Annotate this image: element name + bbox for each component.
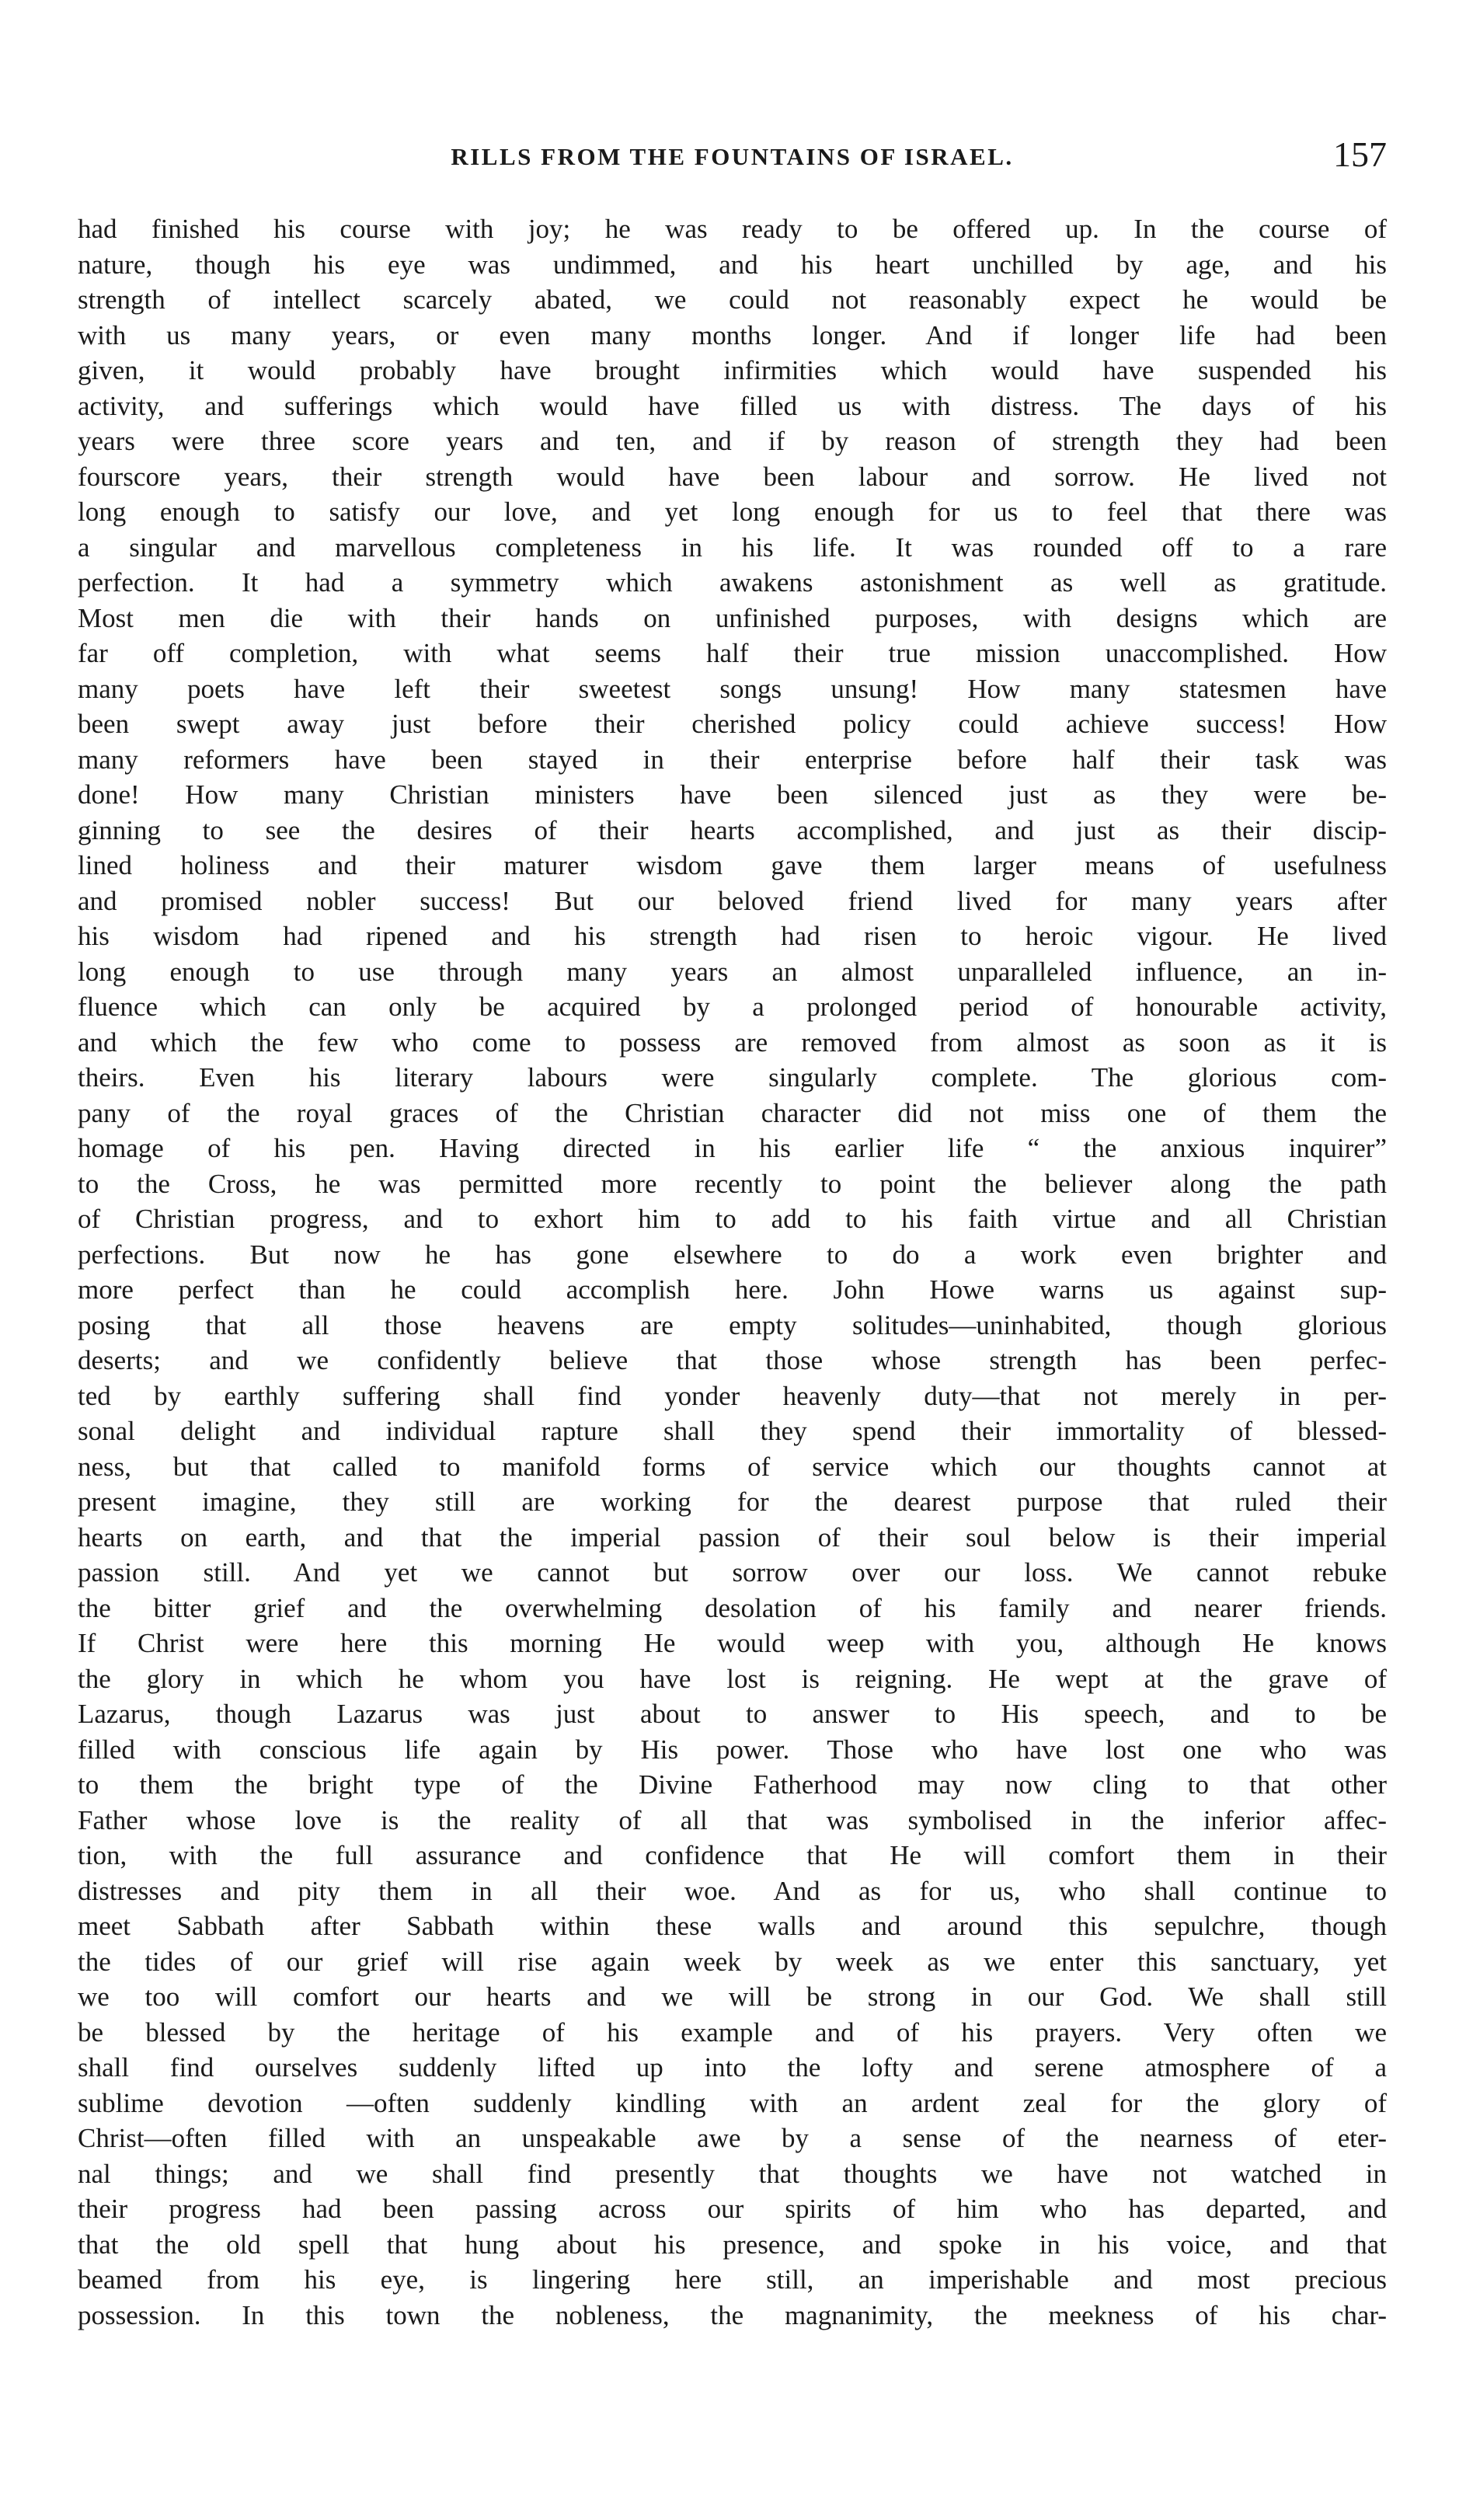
text-line: fluence which can only be acquired by a prolonged period of honourable activity,: [78, 992, 1387, 1022]
text-line: homage of his pen. Having directed in his earlier life “ the anxious inquirer”: [78, 1133, 1387, 1163]
text-line: a singular and marvellous completeness in his life. It was rounded off to a rare: [78, 532, 1387, 563]
text-line: ness, but that called to manifold forms of service which our thoughts cannot at: [78, 1451, 1387, 1482]
text-line: and promised nobler success! But our beloved friend lived for many years after: [78, 885, 1387, 916]
text-line: ted by earthly suffering shall find yonder heavenly duty—that not merely in per-: [78, 1380, 1387, 1411]
text-line: we too will comfort our hearts and we will be strong in our God. We shall still: [78, 1981, 1387, 2012]
text-line: nature, though his eye was undimmed, and his heart unchilled by age, and his: [78, 249, 1387, 280]
text-line: years were three score years and ten, and if by reason of strength they had been: [78, 426, 1387, 456]
text-line: more perfect than he could accomplish here. John Howe warns us against sup-: [78, 1274, 1387, 1305]
text-line: ginning to see the desires of their hearts accomplished, and just as their discip-: [78, 814, 1387, 845]
text-line: fourscore years, their strength would have been labour and sorrow. He lived not: [78, 461, 1387, 492]
text-line: the bitter grief and the overwhelming desolation of his family and nearer friends.: [78, 1592, 1387, 1623]
running-head: [78, 134, 1387, 180]
text-line: activity, and sufferings which would have filled us with distress. The days of his: [78, 390, 1387, 421]
text-line: meet Sabbath after Sabbath within these walls and around this sepulchre, though: [78, 1911, 1387, 1941]
text-line: distresses and pity them in all their woe. And as for us, who shall continue to: [78, 1875, 1387, 1906]
text-line: to the Cross, he was permitted more recently to point the believer along the path: [78, 1168, 1387, 1199]
text-line: lined holiness and their maturer wisdom gave them larger means of usefulness: [78, 850, 1387, 880]
text-line: had finished his course with joy; he was ready to be offered up. In the course of: [78, 214, 1387, 244]
text-line: present imagine, they still are working for the dearest purpose that ruled their: [78, 1487, 1387, 1517]
text-line: of Christian progress, and to exhort him to add to his faith virtue and all Christian: [78, 1204, 1387, 1234]
text-line: to them the bright type of the Divine Fatherhood may now cling to that other: [78, 1769, 1387, 1800]
text-line: many reformers have been stayed in their enterprise before half their task was: [78, 744, 1387, 775]
text-line: posing that all those heavens are empty solitudes—uninhabited, though glorious: [78, 1309, 1387, 1340]
text-line: the tides of our grief will rise again week by week as we enter this sanctuary, yet: [78, 1946, 1387, 1977]
text-line: given, it would probably have brought infirmities which would have suspended his: [78, 355, 1387, 385]
page-number: 157: [1333, 134, 1387, 174]
text-line: been swept away just before their cherished policy could achieve success! How: [78, 709, 1387, 739]
text-line: hearts on earth, and that the imperial passion of their soul below is their imperial: [78, 1521, 1387, 1553]
text-line: possession. In this town the nobleness, the magnanimity, the meekness of his char-: [78, 2299, 1387, 2330]
text-line: sonal delight and individual rapture shall they spend their immortality of blessed-: [78, 1416, 1387, 1446]
text-line: tion, with the full assurance and confidence that He will comfort them in their: [78, 1840, 1387, 1870]
text-line: Father whose love is the reality of all that was symbolised in the inferior affec-: [78, 1804, 1387, 1835]
text-line: long enough to use through many years an almost unparalleled influence, an in-: [78, 956, 1387, 987]
text-line: passion still. And yet we cannot but sorrow over our loss. We cannot rebuke: [78, 1557, 1387, 1588]
text-line: many poets have left their sweetest songs unsung! How many statesmen have: [78, 673, 1387, 704]
text-line: be blessed by the heritage of his example and of his prayers. Very often we: [78, 2016, 1387, 2048]
text-line: nal things; and we shall find presently that thoughts we have not watched in: [78, 2158, 1387, 2189]
text-line: Christ—often filled with an unspeakable awe by a sense of the nearness of eter-: [78, 2123, 1387, 2153]
text-line: perfections. But now he has gone elsewhere to do a work even brighter and: [78, 1239, 1387, 1270]
text-line: far off completion, with what seems half their true mission unaccomplished. How: [78, 638, 1387, 668]
text-line: the glory in which he whom you have lost is reigning. He wept at the grave of: [78, 1663, 1387, 1694]
text-line: with us many years, or even many months longer. And if longer life had been: [78, 319, 1387, 350]
text-line: perfection. It had a symmetry which awakens astonishment as well as gratitude.: [78, 567, 1387, 598]
text-line: that the old spell that hung about his presence, and spoke in his voice, and that: [78, 2229, 1387, 2260]
text-line: Lazarus, though Lazarus was just about to answer to His speech, and to be: [78, 1699, 1387, 1729]
text-line: Most men die with their hands on unfinished purposes, with designs which are: [78, 602, 1387, 633]
text-line: If Christ were here this morning He would weep with you, although He knows: [78, 1628, 1387, 1658]
text-line: strength of intellect scarcely abated, we could not reasonably expect he would be: [78, 284, 1387, 315]
text-line: deserts; and we confidently believe that those whose strength has been perfec-: [78, 1345, 1387, 1375]
text-line: sublime devotion —often suddenly kindling with an ardent zeal for the glory of: [78, 2087, 1387, 2118]
text-line: and which the few who come to possess are removed from almost as soon as it is: [78, 1026, 1387, 1058]
text-line: their progress had been passing across our spirits of him who has departed, and: [78, 2194, 1387, 2224]
text-line: his wisdom had ripened and his strength had risen to heroic vigour. He lived: [78, 921, 1387, 951]
body-text: [78, 211, 1387, 2333]
text-line: shall find ourselves suddenly lifted up into the lofty and serene atmosphere of a: [78, 2052, 1387, 2083]
text-line: long enough to satisfy our love, and yet long enough for us to feel that there was: [78, 497, 1387, 527]
text-line: done! How many Christian ministers have been silenced just as they were be-: [78, 779, 1387, 810]
text-line: pany of the royal graces of the Christian character did not miss one of them the: [78, 1097, 1387, 1128]
text-line: filled with conscious life again by His power. Those who have lost one who was: [78, 1734, 1387, 1765]
text-line: theirs. Even his literary labours were singularly complete. The glorious com-: [78, 1062, 1387, 1093]
text-line: beamed from his eye, is lingering here still, an imperishable and most precious: [78, 2264, 1387, 2295]
running-title: RILLS FROM THE FOUNTAINS OF ISRAEL.: [451, 143, 1014, 170]
